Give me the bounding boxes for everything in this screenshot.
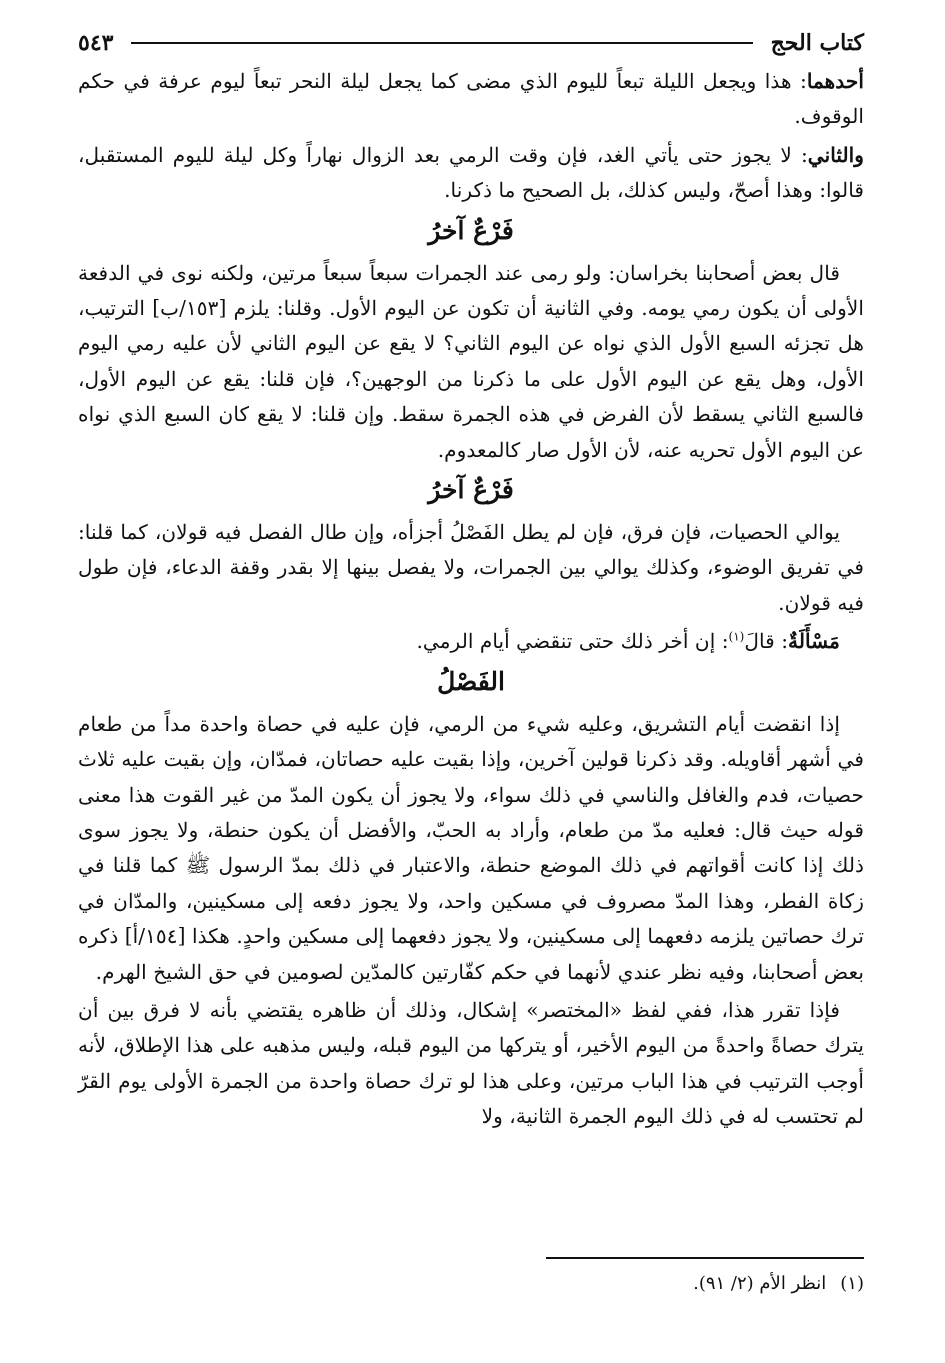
paragraph-mukhtasar: فإذا تقرر هذا، ففي لفظ «المختصر» إشكال، وذلك أن ظاهره يقتضي بأنه لا فرق بين أن يترك حصاةً واحدةً من اليوم الأخير، أو يتركها من اليوم قبله، وليس مذهبه على هذا الإطلاق، لأنه أوجب الترتيب في هذا الباب مرتين، وعلى هذا لو ترك حصاة واحدة من الجمرة الأولى يوم القرّ لم تحتسب له في ذلك اليوم الجمرة الثانية، ولا: [78, 997, 864, 1129]
paragraph-second-opinion: [78, 138, 864, 209]
section-heading-far-akhar-2: فَرْعٌ آخرُ: [428, 475, 514, 505]
paragraph-continuity: يوالي الحصيات، فإن فرق، فإن لم يطل الفَصْلُ أجزأه، وإن طال الفصل فيه قولان، كما قلنا: في تفريق الوضوء، وكذلك يوالي بين الجمرات، ولا يفصل بينها إلا بقدر وقفة الدعاء، فإن طول فيه قولان.: [78, 520, 864, 615]
paragraph-tashriq: إذا انقضت أيام التشريق، وعليه شيء من الرمي، فإن عليه في حصاة واحدة مداً من طعام في أشهر أقاويله. وقد ذكرنا قولين آخرين، وإذا بقيت عليه حصاتان، فمدّان، وإن بقيت عليه ثلاث حصيات، فدم والغافل والناسي في ذلك سواء، ولا يجوز أن يكون المدّ من غير القوت هذا معنى قوله حيث قال: فعليه مدّ من طعام، وأراد به الحبّ، والأفضل أن يكون حنطة، ولا يجوز سوى ذلك إذا كانت أقواتهم في ذلك الموضع حنطة، والاعتبار في ذلك بمدّ الرسول ﷺ كما قلنا في زكاة الفطر، وهذا المدّ مصروف في مسكين واحد، ولا يجوز دفعه إلى مسكينين، والمدّان في ترك حصاتين يلزمه دفعهما إلى مسكينين، ولا يجوز دفعهما إلى مسكين واحدٍ. هكذا [١٥٤/أ] ذكره بعض أصحابنا، وفيه نظر عندي لأنهما في حكم كفّارتين كالمدّين لصومين في حق الشيخ الهرم.: [78, 711, 864, 984]
paragraph-text: : هذا ويجعل الليلة تبعاً لليوم الذي مضى كما يجعل ليلة النحر تبعاً ليوم عرفة في حكم الوقوف.: [78, 69, 864, 129]
section-heading-far-akhar-1: فَرْعٌ آخرُ: [428, 215, 514, 245]
page-number: ٥٤٣: [78, 30, 114, 56]
masala-text-b: : إن أخر ذلك حتى تنقضي أيام الرمي.: [416, 629, 729, 654]
paragraph-khurasan: قال بعض أصحابنا بخراسان: ولو رمى عند الجمرات سبعاً سبعاً مرتين، ولكنه نوى في الدفعة الأولى أن يكون رمي يومه. وفي الثانية أن تكون عن اليوم الأول. وقلنا: يلزم [١٥٣/ب] الترتيب، هل تجزئه السبع الأول الذي نواه عن اليوم الثاني؟ لا يقع عن اليوم الثاني لأن عليه رمي اليوم الأول، وهل يقع عن اليوم الأول على ما ذكرنا من الوجهين؟، فإن قلنا: يقع عن اليوم الأول، فالسبع الثاني يسقط لأن الفرض في هذه الجمرة سقط. وإن قلنا: لا يقع كان السبع الذي نواه عن اليوم الأول تحريه عنه، لأن الأول صار كالمعدوم.: [78, 260, 864, 462]
header-rule: [131, 42, 752, 44]
footnote-text: انظر الأم (٢/ ٩١).: [693, 1273, 827, 1294]
paragraph-first-opinion: [78, 64, 864, 135]
footnote-1: [78, 1269, 864, 1299]
paragraph-masala: [78, 624, 864, 659]
section-heading-fasl: الفَصْلُ: [437, 666, 505, 696]
lead-word: والثاني: [807, 142, 864, 167]
footnote-rule: [546, 1257, 864, 1259]
masala-label: مَسْأَلَةٌ: [788, 629, 840, 654]
footnote-number: (١): [840, 1273, 864, 1294]
page-body: [78, 64, 864, 1135]
document-page: [78, 26, 864, 1336]
book-title: كتاب الحج: [770, 30, 864, 56]
masala-text-a: : قالَ: [744, 629, 789, 654]
footnotes: [78, 1257, 864, 1299]
running-header: [78, 26, 864, 60]
paragraph-text: : لا يجوز حتى يأتي الغد، فإن وقت الرمي بعد الزوال نهاراً وكل ليلة لليوم المستقبل، قالوا: وهذا أصحّ، وليس كذلك، بل الصحيح ما ذكرنا.: [78, 142, 864, 203]
footnote-reference: (١): [728, 629, 745, 644]
lead-word: أحدهما: [806, 69, 864, 93]
